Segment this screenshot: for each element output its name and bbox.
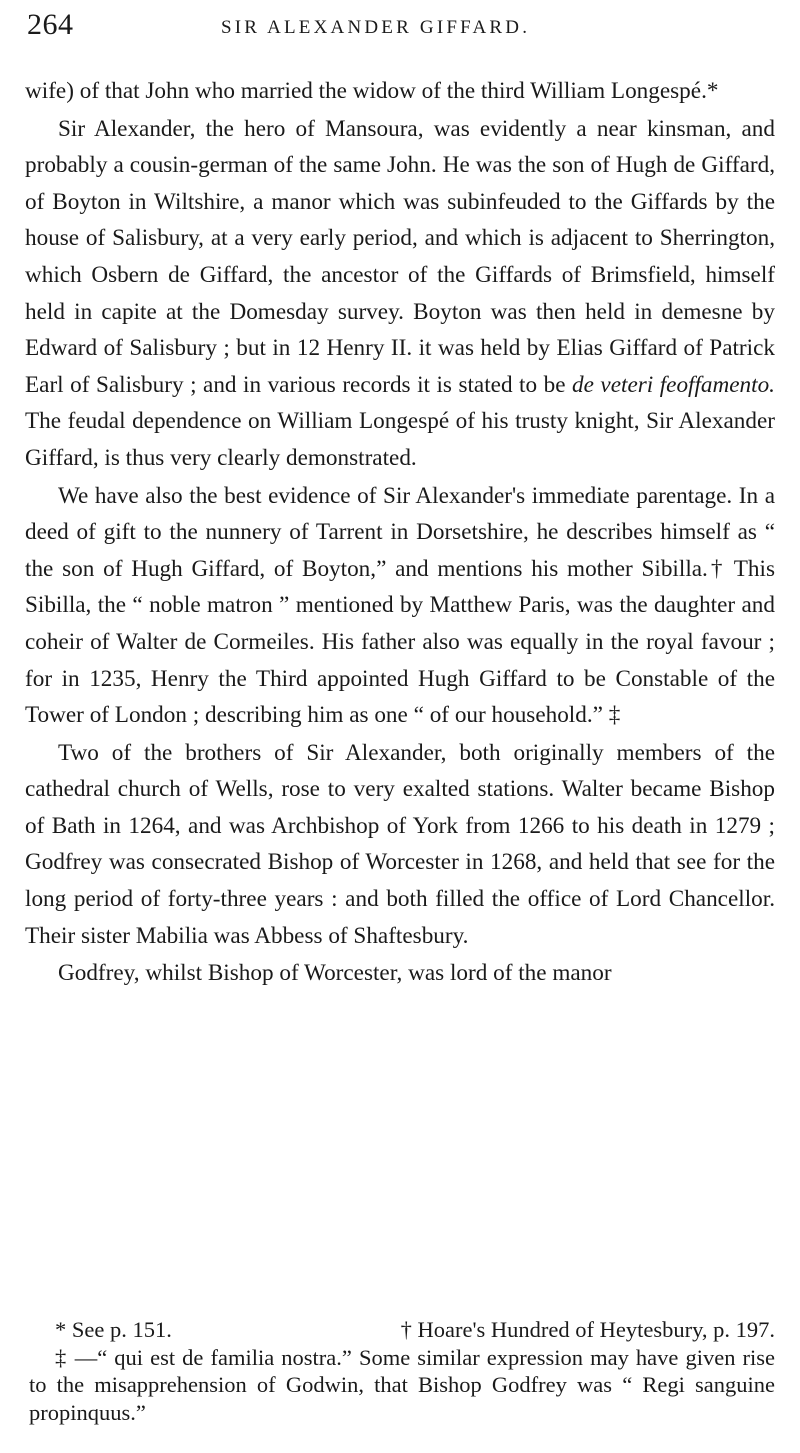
- footnotes: [29, 1316, 775, 1426]
- paragraph: [25, 735, 775, 955]
- paragraph-text: The feudal dependence on William Longespé of his trusty knight, Sir Alexander Giffard, is thus very clearly demonstrated.: [25, 408, 775, 471]
- running-title: SIR ALEXANDER GIFFARD.: [221, 17, 531, 38]
- footnote: † Hoare's Hundred of Heytesbury, p. 197.: [400, 1317, 775, 1342]
- footnote: * See p. 151.: [55, 1317, 172, 1342]
- page: [25, 0, 777, 1425]
- body-text: [25, 73, 775, 993]
- paragraph-text: Godfrey, whilst Bishop of Worcester, was lord of the manor: [58, 960, 612, 987]
- paragraph-text: wife) of that John who married the widow of the third William Longespé.*: [25, 78, 719, 104]
- paragraph-continuation: [25, 73, 775, 110]
- latin-phrase: de veteri feoffamento.: [572, 371, 775, 398]
- footnote-row: [29, 1316, 775, 1344]
- paragraph-text: We have also the best evidence of Sir Alexander's immediate parentage. In a deed of gift to the nunnery of Tarrent in Dorsetshire, he describes himself as “ the son of Hugh Giffard, of Boyton,” and mentions his mother Sibilla.† This Sibilla, the “ noble matron ” mentioned by Matthew Paris, was the daughter and coheir of Walter de Cormeiles. His father also was equally in the royal favour ; for in 1235, Henry the Third appointed Hugh Giffard to be Constable of the Tower of London ; describing him as one “ of our household.” ‡: [25, 482, 775, 729]
- footnote: ‡ —“ qui est de familia nostra.” Some similar expression may have given rise to the misapprehension of Godwin, that Bishop Godfrey was “ Regi sanguine propinquus.”: [29, 1344, 775, 1425]
- paragraph: [25, 478, 775, 734]
- running-head: [25, 0, 777, 50]
- paragraph: [25, 955, 775, 992]
- paragraph-text: Sir Alexander, the hero of Mansoura, was evidently a near kinsman, and probably a cousin-german of the same John. He was the son of Hugh de Giffard, of Boyton in Wiltshire, a manor which was subinfeuded to the Giffards by the house of Salisbury, at a very early period, and which is adjacent to Sherrington, which Osbern de Giffard, the ancestor of the Giffards of Brimsfield, himself held in capite at the Domesday survey. Boyton was then held in demesne by Edward of Salisbury ; but in 12 Henry II. it was held by Elias Giffard of Patrick Earl of Salisbury ; and in various records it is stated to be: [25, 115, 775, 398]
- paragraph-text: Two of the brothers of Sir Alexander, both originally members of the cathedral church of Wells, rose to very exalted stations. Walter became Bishop of Bath in 1264, and was Archbishop of York from 1266 to his death in 1279 ; Godfrey was consecrated Bishop of Worcester in 1268, and held that see for the long period of forty-three years : and both filled the office of Lord Chancellor. Their sister Mabilia was Abbess of Shaftesbury.: [25, 739, 775, 949]
- paragraph: [25, 111, 775, 477]
- page-number: 264: [27, 8, 74, 41]
